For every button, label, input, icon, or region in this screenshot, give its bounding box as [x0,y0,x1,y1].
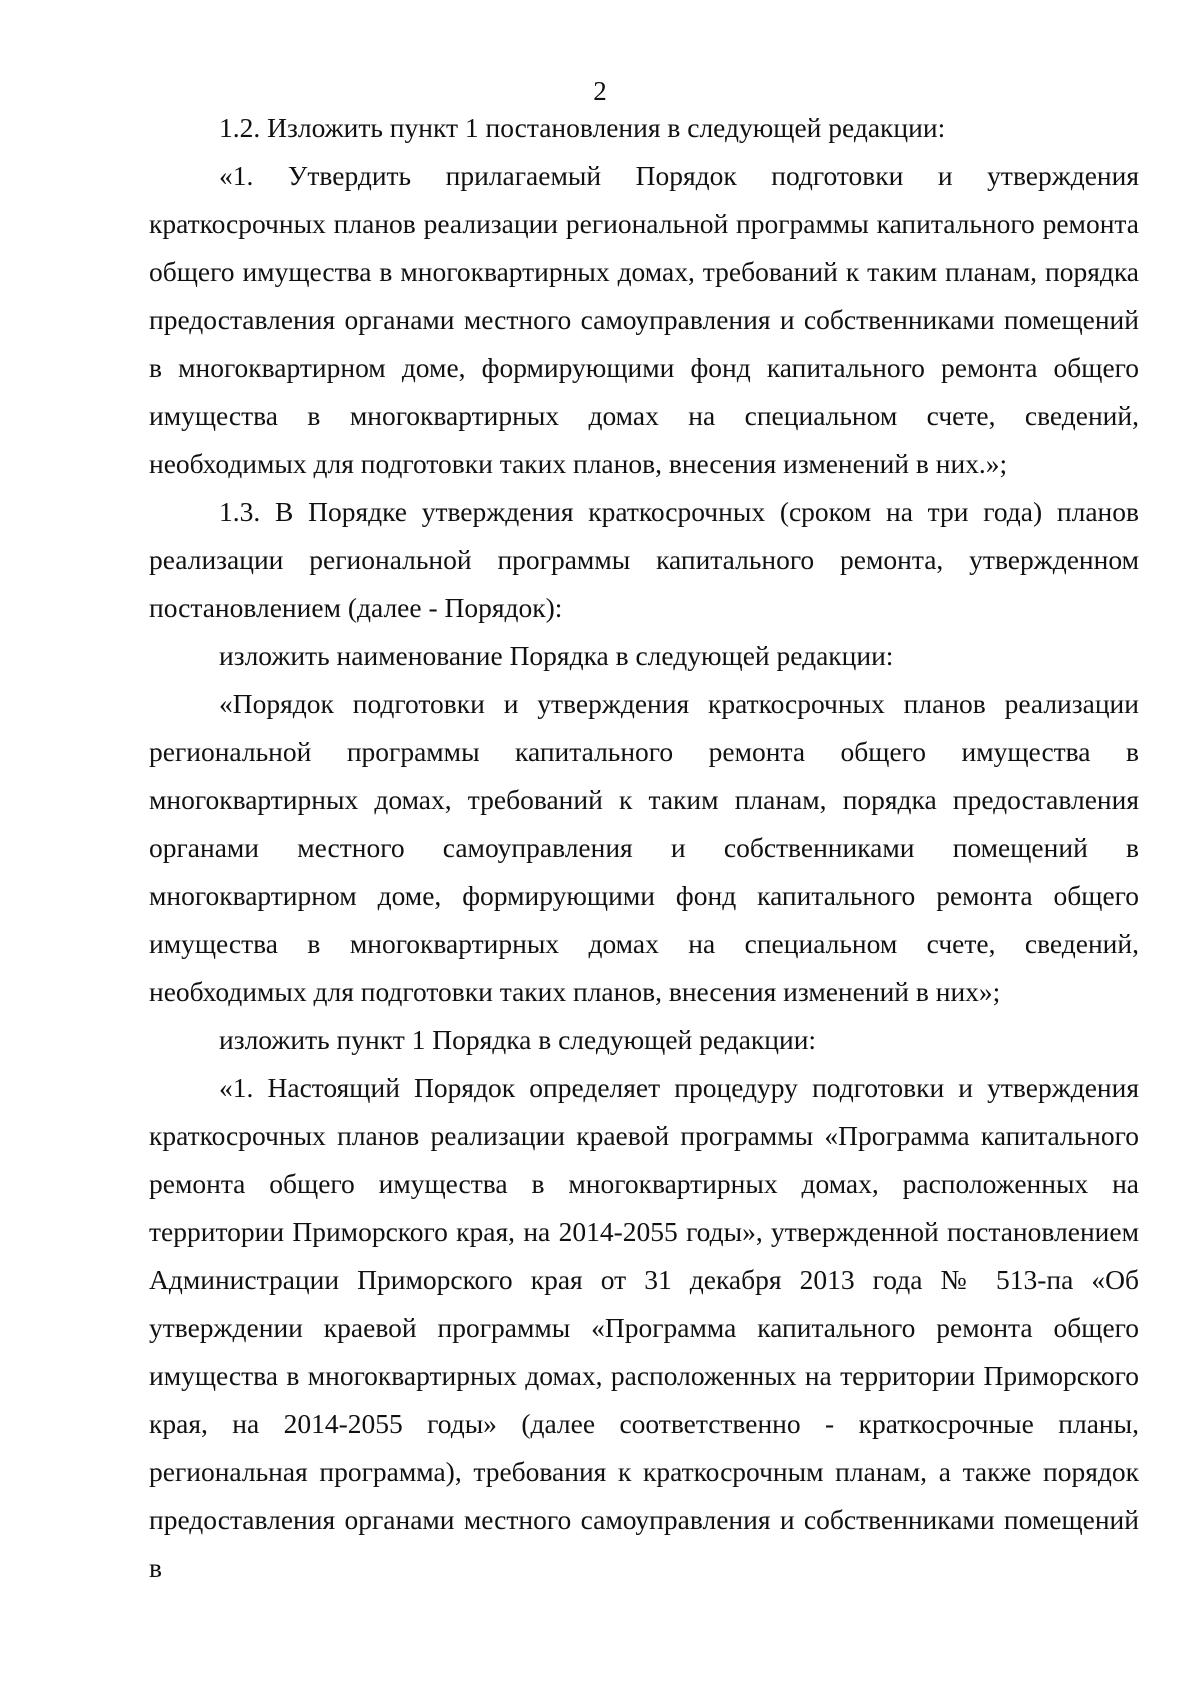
paragraph-order-title: «Порядок подготовки и утверждения краткосрочных планов реализации региональной программы капитального ремонта общего имущества в многоквартирных домах, требований к таким планам, порядка предоставления органами местного самоуправления и собственниками помещений в многоквартирном доме, формирующими фонд капитального ремонта общего имущества в многоквартирных домах на специальном счете, сведений, необходимых для подготовки таких планов, внесения изменений в них»; [149,688,1139,1007]
paragraph-rename-order: изложить наименование Порядка в следующей редакции: [219,640,894,671]
paragraph-quoted-point-1: «1. Утвердить прилагаемый Порядок подготовки и утверждения краткосрочных планов реализации региональной программы капитального ремонта общего имущества в многоквартирных домах, требований к таким планам, порядка предоставления органами местного самоуправления и собственниками помещений в многоквартирном доме, формирующими фонд капитального ремонта общего имущества в многоквартирных домах на специальном счете, сведений, необходимых для подготовки таких планов, внесения изменений в них.»; [149,160,1139,479]
paragraph-1-3: 1.3. В Порядке утверждения краткосрочных (сроком на три года) планов реализации региональной программы капитального ремонта, утвержденном постановлением (далее - Порядок): [149,496,1139,623]
page-number: 2 [593,76,607,106]
document-body [149,104,1139,1592]
paragraph-restate-point-1: изложить пункт 1 Порядка в следующей редакции: [219,1024,817,1055]
paragraph-order-point-1: «1. Настоящий Порядок определяет процедуру подготовки и утверждения краткосрочных планов реализации краевой программы «Программа капитального ремонта общего имущества в многоквартирных домах, расположенных на территории Приморского края, на 2014-2055 годы», утвержденной постановлением Администрации Приморского края от 31 декабря 2013 года № 513-па «Об утверждении краевой программы «Программа капитального ремонта общего имущества в многоквартирных домах, расположенных на территории Приморского края, на 2014-2055 годы» (далее соответственно - краткосрочные планы, региональная программа), требования к краткосрочным планам, а также порядок предоставления органами местного самоуправления и собственниками помещений в [149,1072,1139,1583]
paragraph-1-2: 1.2. Изложить пункт 1 постановления в следующей редакции: [219,112,946,143]
